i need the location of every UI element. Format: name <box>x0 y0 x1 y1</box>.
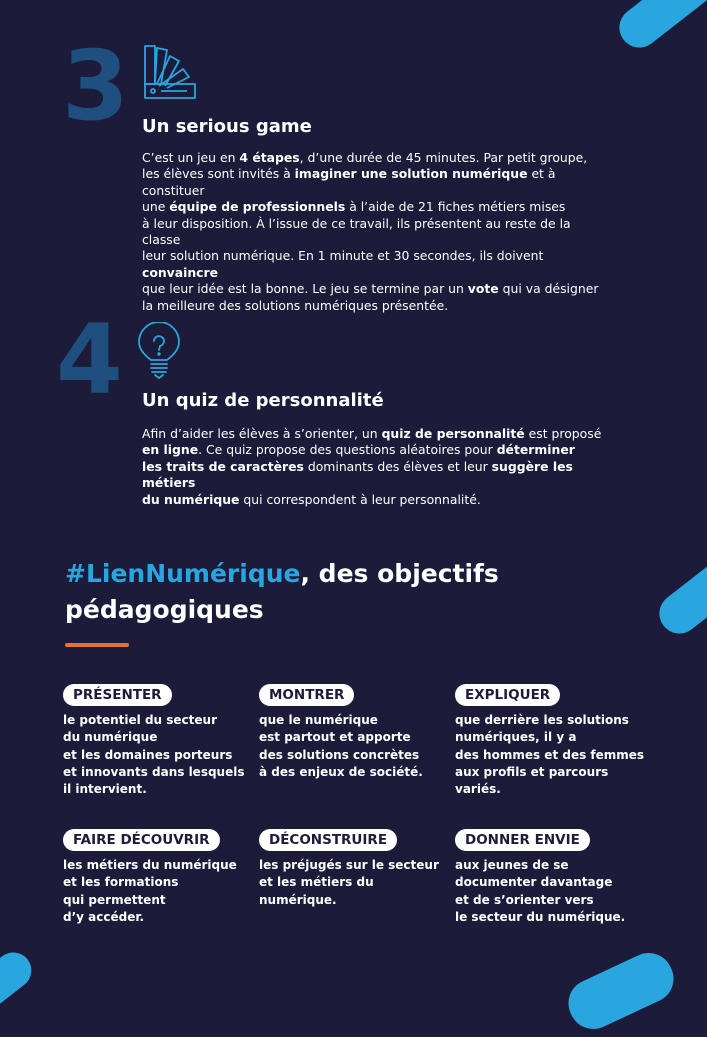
section-4-body <box>142 426 612 508</box>
bold-text-run: les traits de caractères <box>142 458 304 474</box>
objective-label: EXPLIQUER <box>455 684 560 706</box>
text-run: les élèves sont invités à <box>142 166 295 182</box>
objective-label: DONNER ENVIE <box>455 829 590 851</box>
objective-text: que le numérique est partout et apporte des solutions concrètes à des enjeux de société. <box>259 713 423 779</box>
section-4-title: Un quiz de personnalité <box>142 390 384 411</box>
objective-text: les métiers du numérique et les formations qui permettent d’y accéder. <box>63 858 237 924</box>
heading-hashtag: #LienNumérique <box>65 559 301 588</box>
objective-text: que derrière les solutions numériques, il y a des hommes et des femmes aux profils et parcours variés. <box>455 713 645 797</box>
text-run: et à constituer <box>142 166 556 198</box>
color-swatch-fan-icon <box>143 44 199 106</box>
section-number-3: 3 <box>62 30 129 142</box>
text-run: à l’aide de 21 fiches métiers mises <box>345 199 566 215</box>
heading-line2: pédagogiques <box>65 595 264 624</box>
decorative-stripe-bottom-left <box>0 945 39 1023</box>
text-run: . Ce quiz propose des questions aléatoires pour <box>198 442 497 458</box>
text-run: Afin d’aider les élèves à s’orienter, un <box>142 426 382 441</box>
objective-text: aux jeunes de se documenter davantage et de s’orienter vers le secteur du numérique. <box>455 858 626 924</box>
text-run: à leur disposition. À l’issue de ce travail, ils présentent au reste de la classe <box>142 215 571 248</box>
bold-text-run: en ligne <box>142 442 199 458</box>
text-run: la meilleure des solutions numériques présentée. <box>142 297 449 313</box>
text-run: qui correspondent à leur personnalité. <box>239 491 481 507</box>
bold-text-run: déterminer <box>496 442 575 458</box>
lightbulb-question-icon <box>137 322 181 384</box>
objective-text: les préjugés sur le secteur et les métiers du numérique. <box>259 858 439 907</box>
objective-montrer <box>259 684 451 781</box>
text-run: une <box>142 199 170 215</box>
objective-presenter <box>63 684 255 798</box>
text-run: dominants des élèves et leur <box>303 458 492 474</box>
objective-label: DÉCONSTRUIRE <box>259 829 397 851</box>
bold-text-run: vote <box>467 281 499 297</box>
objective-label: MONTRER <box>259 684 354 706</box>
text-run: est proposé <box>524 426 602 441</box>
objective-deconstruire <box>259 829 451 909</box>
section-3-body <box>142 150 612 314</box>
objectives-heading <box>65 556 499 628</box>
text-run: , d’une durée de 45 minutes. Par petit groupe, <box>299 150 588 165</box>
heading-underline <box>65 643 129 647</box>
bold-text-run: imaginer une solution numérique <box>294 166 528 182</box>
decorative-stripe-top-right <box>611 0 707 56</box>
bold-text-run: quiz de personnalité <box>381 426 525 441</box>
text-run: leur solution numérique. En 1 minute et 30 secondes, ils doivent <box>142 248 544 264</box>
text-run: C’est un jeu en <box>142 150 240 165</box>
objective-faire-decouvrir <box>63 829 255 926</box>
decorative-stripe-bottom-right <box>561 945 682 1037</box>
bold-text-run: équipe de professionnels <box>169 199 346 215</box>
decorative-stripe-right <box>651 542 707 641</box>
bold-text-run: suggère les métiers <box>142 458 573 491</box>
objective-label: FAIRE DÉCOUVRIR <box>63 829 220 851</box>
objective-label: PRÉSENTER <box>63 684 172 706</box>
text-run: qui va désigner <box>498 281 599 297</box>
heading-line1-rest: , des objectifs <box>300 559 499 588</box>
bold-text-run: convaincre <box>142 264 219 280</box>
section-3-title: Un serious game <box>142 116 312 137</box>
objective-expliquer <box>455 684 647 798</box>
objective-donner-envie <box>455 829 647 926</box>
objective-text: le potentiel du secteur du numérique et les domaines porteurs et innovants dans lesquels il intervient. <box>63 713 245 797</box>
section-number-4: 4 <box>56 304 123 416</box>
bold-text-run: du numérique <box>142 491 240 507</box>
text-run: que leur idée est la bonne. Le jeu se termine par un <box>142 281 468 297</box>
bold-text-run: 4 étapes <box>239 150 300 165</box>
